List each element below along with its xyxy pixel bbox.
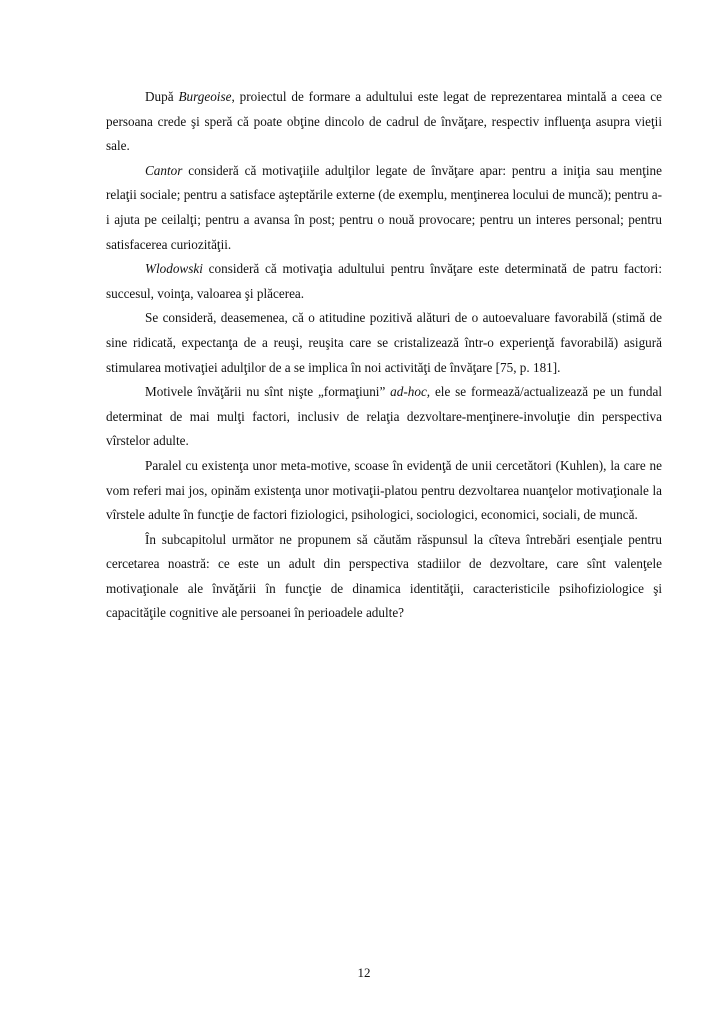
paragraph-paralel	[106, 454, 662, 528]
paragraph-subcapitol	[106, 528, 662, 626]
paragraph-text: Se consideră, deasemenea, că o atitudine pozitivă alături de o autoevaluare favorabilă (stimă de sine ridicată, expectanţa de a reuşi, reuşita care se cristalizează într-o experienţă favorabilă) asigură stimularea motivaţiei adulţilor de a se implica în noi activităţi de învăţare [75, p. 181].	[106, 310, 662, 375]
term-italic: ad-hoc,	[390, 384, 431, 400]
paragraph-atitudine	[106, 306, 662, 380]
paragraph-wlodowski	[106, 257, 662, 306]
paragraph-text: Motivele învăţării nu sînt nişte „formaţiuni”	[145, 384, 391, 400]
author-name-italic: Burgeoise	[178, 89, 232, 104]
paragraph-text: În subcapitolul următor ne propunem să căutăm răspunsul la cîteva întrebări esenţiale pentru cercetarea noastră: ce este un adult din perspectiva stadiilor de dezvoltare, care sînt valenţele motivaţionale ale învăţării în funcţie de dinamica identităţii, caracteristicile psihofiziologice şi capacităţile cognitive ale persoanei în perioadele adulte?	[106, 531, 662, 621]
paragraph-text: Paralel cu existenţa unor meta-motive, scoase în evidenţă de unii cercetători (Kuhlen), la care ne vom referi mai jos, opinăm existenţa unor motivaţii-platou pentru dezvoltarea nuanţelor motivaţionale la vîrstele adulte în funcţie de factori fiziologici, psihologici, sociologici, economici, sociali, de muncă.	[106, 457, 662, 523]
paragraph-text: , proiectul de formare a adultului este legat de reprezentarea mintală a ceea ce persoana crede şi speră că poate obţine dincolo de cadrul de învăţare, respectiv influenţa asupra vieţii sale.	[106, 89, 662, 154]
body-text	[106, 85, 662, 626]
paragraph-text: consideră că motivaţiile adulţilor legate de învăţare apar: pentru a iniţia sau menţine relaţii sociale; pentru a satisface aşteptările externe (de exemplu, menţinerea locului de muncă); pentru a-i ajuta pe ceilalţi; pentru a avansa în post; pentru o nouă provocare; pentru un interes personal; pentru satisfacerea curiozităţii.	[106, 162, 662, 252]
paragraph-text: După	[145, 89, 179, 104]
paragraph-motivele	[106, 380, 662, 454]
paragraph-cantor	[106, 159, 662, 257]
paragraph-burgeoise	[106, 85, 662, 159]
paragraph-text: consideră că motivaţia adultului pentru învăţare este determinată de patru factori: succesul, voinţa, valoarea şi plăcerea.	[106, 261, 662, 301]
author-name-italic: Wlodowski	[145, 261, 203, 277]
page-number: 12	[357, 965, 371, 980]
author-name-italic: Cantor	[145, 162, 183, 178]
paragraph-text: ele se formează/actualizează pe un fundal determinat de mai mulţi factori, inclusiv de relaţia dezvoltare-menţinere-involuţie din perspectiva vîrstelor adulte.	[106, 384, 662, 449]
